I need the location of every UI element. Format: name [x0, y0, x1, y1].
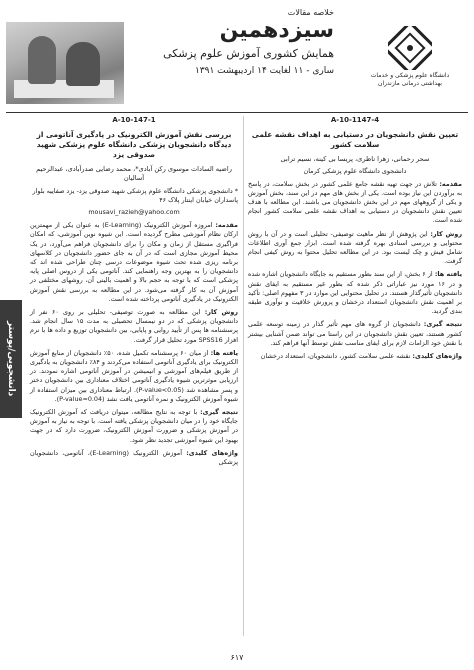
university-logo-icon [388, 26, 432, 70]
intro-paragraph: مقدمه: تلاش در جهت تهیه نقشه جامع علمی کشور در بخش سلامت، در پاسخ به برآوردن این نیاز بوده است. یکی از بخش های مهم در این سند، بخش آموزش و یکی از گروههای مهم در این بخش دانشجویان می باشند. این مطالعه با هدف تعیین نقش دانشجویان در دستیابی به اهداف نقشه علمی سلامت کشور انجام شده است. [248, 179, 462, 225]
conference-subtitle: همایش کشوری آموزش علوم پزشکی [163, 47, 334, 60]
section-label: خلاصه مقالات [287, 8, 334, 17]
conclusion-paragraph: نتیجه گیری: دانشجویان از گروه های مهم تأثیر گذار در زمینه توسعه علمی کشور هستند، تعیین نقش دانشجویان در این راستا می تواند ضمن آشنایی بیشتر با نقش خود الزامات لازم برای ایفای مناسب نقش توسط آنها فراهم کند. [248, 320, 462, 347]
keywords-paragraph: واژه‌های کلیدی: نقشه علمی سلامت کشور، دانشجویان، استعداد درخشان [260, 352, 462, 361]
page-header [0, 0, 474, 108]
conference-date: ساری - ۱۱ لغایت ۱۴ اردیبهشت ۱۳۹۱ [194, 66, 334, 76]
logo-caption: دانشگاه علوم پزشکی و خدمات بهداشتی درمانی مازندران [370, 72, 450, 87]
intro-paragraph: مقدمه: امروزه آموزش الکترونیک (E-Learning) به عنوان یکی از مهمترین ارکان نظام آموزشی مطرح گردیده است. این شیوه نوین آموزشی، که امکان فراگیری مستقل از زمان و مکان را برای دانشجویان فراهم می‌آورد، در یک محیط آموزش مجازی است که در آن به جای حضور دانشجویان در کلاسهای برنامه ریزی شده تحت شیوه موضوعات درسی چنان طراحی شده اند که دانشجویان را به بهترین وجه راهنمایی کند. آناتومی یکی از دروس اصلی پایه پزشکی است که با توجه به حجم بالا و اهمیت بالینی آن، روشهای مختلفی در آموزش آن به کار گرفته می‌شود. در این مطالعه به بررسی نقش آموزش الکترونیک در یادگیری آناتومی پرداخته شده است. [30, 221, 238, 303]
keywords-paragraph: واژه‌های کلیدی: آموزش الکترونیک (E-Learning)، آناتومی، دانشجویان پزشکی [30, 448, 238, 467]
header-divider [6, 112, 468, 113]
side-tab: دانشجویی/پوستر [0, 300, 22, 418]
page-number: ۶۱۷ [230, 653, 244, 662]
abstract-authors: راضیه السادات موسوی رکن آبادی*، محمد رضایی صدرآبادی، عبدالرحیم آسالیان [36, 165, 232, 183]
abstract-code: A-10-1147-4 [330, 116, 380, 124]
conclusion-paragraph: نتیجه گیری: با توجه به نتایج مطالعه، میتوان دریافت که آموزش الکترونیک جایگاه خود را در میان دانشجویان پزشکی یافته است. با توجه به نیاز به آموزش در آموزش پزشکی و ضرورت آموزش الکترونیک، ضرورت دارد که در جهت بهبود این شیوه آموزشی تجدید نظر شود. [30, 408, 238, 444]
abstract-left [30, 116, 238, 471]
abstract-affiliation: * دانشجوی پزشکی دانشگاه علوم پزشکی شهید صدوقی یزد- یزد صفاییه بلوار پاسداران خیابان اینتار پلاک ۴۶ [32, 186, 238, 204]
method-paragraph: روش کار: این پژوهش از نظر ماهیت توصیفی- تحلیلی است و در آن با روش محتوایی و بررسی اسنادی بهره گرفته شده است. ابزار جمع آوری اطلاعات شامل فیش و چک لیست بود. در این مطالعه تحلیل محتوا به روش کیفی انجام گرفت. [248, 229, 463, 266]
abstract-affiliation: دانشجوی دانشگاه علوم پزشکی کرمان [303, 167, 407, 176]
header-photo [6, 22, 124, 104]
header-text [114, 8, 334, 76]
result-paragraph: یافته ها: از میان ۶۰ پرسشنامه تکمیل شده، ۵۰٪ دانشجویان از منابع آموزش الکترونیک برای یادگیری آناتومی استفاده می‌کردند و ۸۴٪ دانشجویان به یادگیری از طریق فیلم‌های آموزشی و انیمیشن در آموزش آناتومی اشاره نمودند. در ارزیابی موثرترین شیوه یادگیری آناتومی اختلاف معناداری بین دانشجویان دختر و پسر مشاهده شد (P-value<0.05). ارتباط معناداری بین میزان استفاده از شیوه آموزش الکترونیک و نمره آناتومی یافت نشد (P-value=0.04). [30, 348, 238, 403]
abstract-code: A-10-147-1 [112, 116, 156, 124]
column-divider [243, 116, 244, 636]
author-email[interactable]: mousavi_razieh@yahoo.com [88, 208, 180, 217]
abstract-authors: سحر رحمانی، زهرا ناظری، پریسا بی کینه، نسیم ترابی [280, 155, 430, 164]
conference-title: سیزدهمین [219, 18, 334, 43]
abstract-right [248, 116, 462, 365]
abstract-title: بررسی نقش آموزش الکترونیک در یادگیری آناتومی از دیدگاه دانشجویان پزشکی دانشگاه علوم پزشکی شهید صدوقی یزد [36, 130, 232, 160]
abstract-title: تعیین نقش دانشجویان در دستیابی به اهداف نقشه علمی سلامت کشور [251, 130, 459, 150]
result-paragraph: یافته ها: از ۶ بخش، از این سند بطور مستقیم به جایگاه دانشجویان اشاره شده و در ۱۶ مورد نیز عباراتی ذکر شده که بطور غیر مستقیم به ایفای نقش دانشجویان تأثیرگذار هستند. در تحلیل محتوایی این موارد در ۳ مفهوم اصلی: تأکید بر اهمیت نقش دانشجویان استعداد درخشان و پرورش خلاقیت و نوآوری طبقه بندی گردید. [248, 270, 462, 316]
method-paragraph: روش کار: این مطالعه به صورت توصیفی- تحلیلی بر روی ۶۰ نفر از دانشجویان پزشکی که در دو نیمسال تحصیلی به مدت ۱۵ سال انجام شد. پرسشنامه ها پس از تأیید روایی و پایایی، بین دانشجویان توزیع و داده ها با نرم افزار SPSS16 مورد تحلیل قرار گرفت. [30, 308, 238, 344]
